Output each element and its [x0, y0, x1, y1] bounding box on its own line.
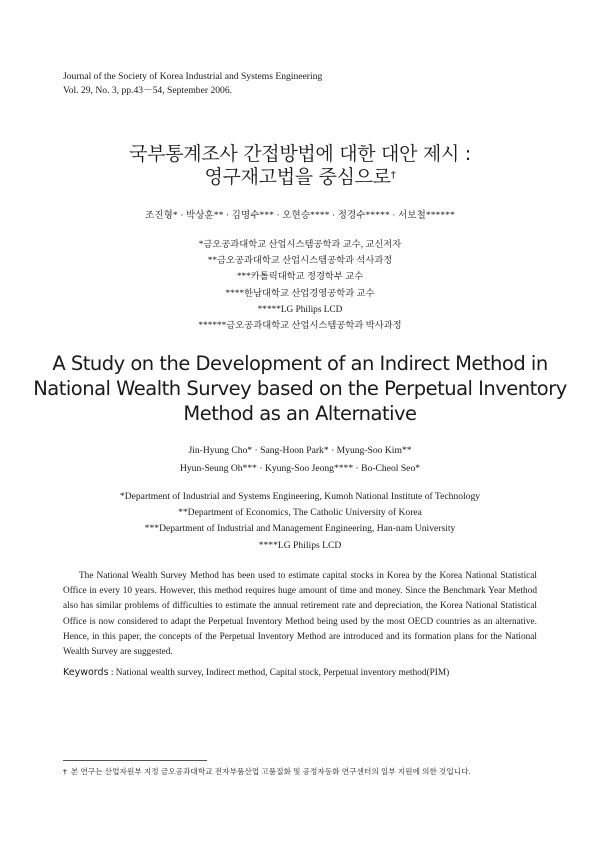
korean-authors: 조진형* · 박상훈** · 김명수*** · 오현승**** · 정경수***** · 서보철****** [145, 211, 455, 221]
korean-affiliation: ******금오공과대학교 산업시스템공학과 박사과정 [198, 321, 402, 332]
keywords [63, 667, 543, 678]
korean-affiliation: *****LG Philips LCD [257, 304, 343, 315]
footnote [63, 766, 471, 777]
english-title-line: National Wealth Survey based on the Perpetual Inventory [33, 376, 567, 400]
abstract: The National Wealth Survey Method has been used to estimate capital stocks in Korea by the Korea National Statistical Office in every 10 years. However, this method requires huge amount of time and money. Since the Benchmark Year Method also has similar problems of difficulties to estimate the annual retirement rate and depreciation, the Korea National Statistical Office is now considered to adapt the Perpetual Inventory Method being used by the most OECD countries as an alternative. Hence, in this paper, the concepts of the Perpetual Inventory Method are introduced and its formation plans for the National Wealth Survey are suggested. [63, 571, 537, 658]
korean-affiliations [0, 237, 600, 334]
title-footnote-mark: † [390, 170, 396, 181]
english-authors-line2: Hyun-Seung Oh*** · Kyung-Soo Jeong**** · Bo-Cheol Seo* [179, 462, 421, 474]
footnote-divider [63, 760, 207, 761]
english-authors [0, 442, 600, 477]
keywords-label: Keywords [63, 667, 109, 678]
korean-affiliation: **금오공과대학교 산업시스템공학과 석사과정 [207, 256, 393, 267]
english-title [0, 352, 600, 426]
korean-affiliation: *금오공과대학교 산업시스템공학과 교수, 교신저자 [198, 240, 402, 250]
korean-title-line2-text: 영구재고법을 중심으로 [204, 166, 391, 188]
keywords-separator: : [108, 668, 116, 678]
korean-title [0, 143, 600, 189]
keywords-text: National wealth survey, Indirect method, Capital stock, Perpetual inventory method(PIM) [115, 668, 450, 678]
english-title-line: Method as an Alternative [183, 401, 417, 425]
korean-affiliation: ****한남대학교 산업경영공학과 교수 [225, 288, 375, 299]
journal-issue: Vol. 29, No. 3, pp.43－54, September 2006. [63, 84, 233, 96]
english-affiliation: *Department of Industrial and Systems Engineering, Kumoh National Institute of Technology [119, 491, 481, 502]
journal-header [63, 70, 322, 97]
journal-name: Journal of the Society of Korea Industrial and Systems Engineering [63, 71, 323, 82]
footnote-mark: † [63, 767, 67, 776]
english-affiliation: ****LG Philips LCD [258, 539, 342, 551]
english-affiliations [0, 489, 600, 554]
korean-title-line1: 국부통계조사 간접방법에 대한 대안 제시 : [129, 143, 471, 165]
english-affiliation: ***Department of Industrial and Management Engineering, Han-nam University [144, 523, 456, 535]
footnote-text: 본 연구는 산업자원부 지정 금오공과대학교 전자부품산업 고품질화 및 공정자동화 연구센터의 일부 지원에 의한 것입니다. [70, 767, 471, 776]
english-authors-line1: Jin-Hyung Cho* · Sang-Hoon Park* · Myung-Soo Kim** [188, 445, 412, 456]
english-affiliation: **Department of Economics, The Catholic University of Korea [178, 507, 422, 519]
korean-affiliation: ***카톨릭대학교 정경학부 교수 [236, 272, 364, 283]
korean-title-line2 [0, 166, 600, 189]
english-title-line: A Study on the Development of an Indirect Method in [52, 352, 548, 375]
